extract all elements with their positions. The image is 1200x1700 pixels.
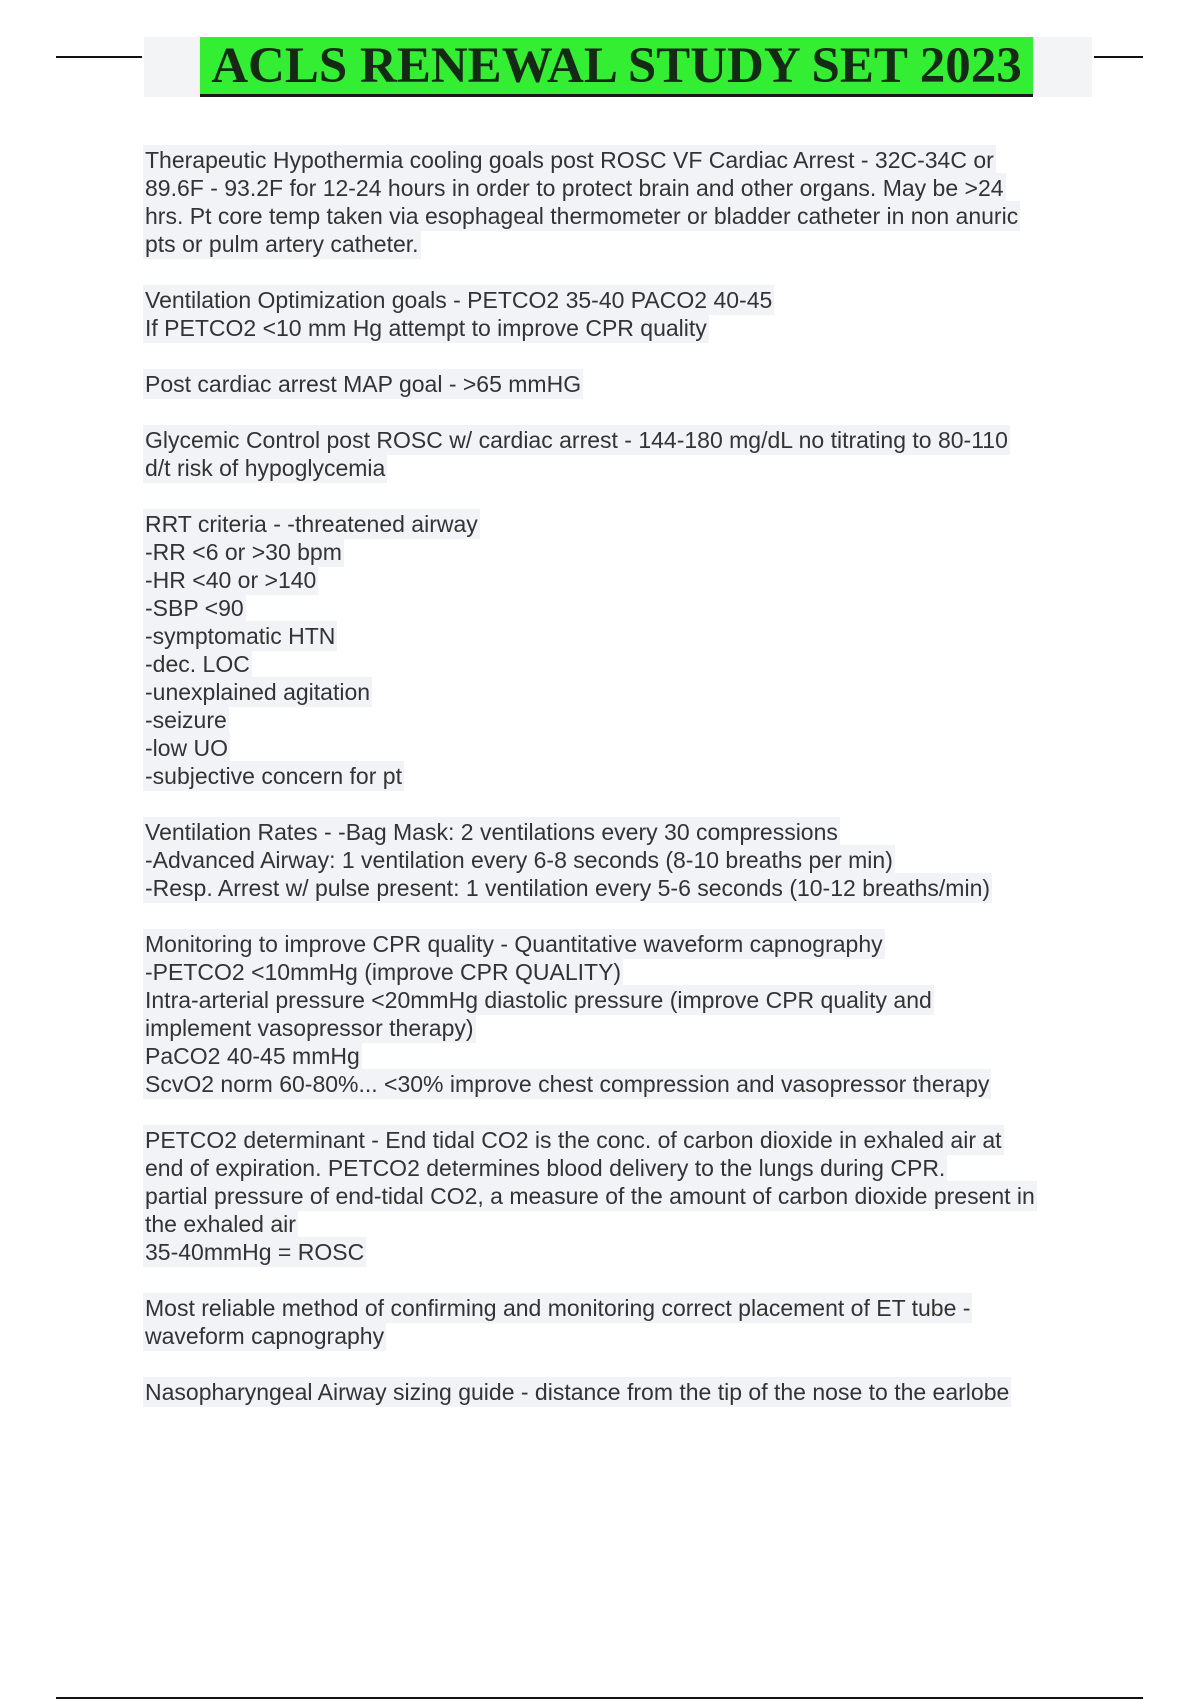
card-text: -HR <40 or >140 [145, 567, 317, 593]
card-text: end of expiration. PETCO2 determines blood delivery to the lungs during CPR. [145, 1155, 946, 1181]
card-text: -low UO [145, 735, 229, 761]
card-text: Nasopharyngeal Airway sizing guide - distance from the tip of the nose to the earlobe [145, 1379, 1010, 1405]
header-rule-left [56, 56, 142, 58]
card-text: Ventilation Rates - -Bag Mask: 2 ventilations every 30 compressions [145, 819, 838, 845]
document-title: ACLS RENEWAL STUDY SET 2023 [211, 38, 1022, 94]
study-card [145, 1126, 1085, 1266]
card-text-line [145, 1182, 1085, 1210]
card-text: -SBP <90 [145, 595, 244, 621]
card-text: d/t risk of hypoglycemia [145, 455, 386, 481]
card-text: partial pressure of end-tidal CO2, a measure of the amount of carbon dioxide present in [145, 1183, 1035, 1209]
card-text-line [145, 650, 1085, 678]
card-text-line [145, 314, 1085, 342]
card-text-line [145, 454, 1085, 482]
card-text: -RR <6 or >30 bpm [145, 539, 342, 565]
study-card [145, 146, 1085, 258]
card-text: Monitoring to improve CPR quality - Quantitative waveform capnography [145, 931, 883, 957]
card-text: ScvO2 norm 60-80%... <30% improve chest compression and vasopressor therapy [145, 1071, 990, 1097]
card-text-line [145, 1378, 1085, 1406]
card-text-line [145, 1042, 1085, 1070]
card-text-line [145, 818, 1085, 846]
card-text: RRT criteria - -threatened airway [145, 511, 478, 537]
card-text-line [145, 1126, 1085, 1154]
card-text: Glycemic Control post ROSC w/ cardiac arrest - 144-180 mg/dL no titrating to 80-110 [145, 427, 1008, 453]
card-text-line [145, 678, 1085, 706]
card-text-line [145, 958, 1085, 986]
card-text: Most reliable method of confirming and monitoring correct placement of ET tube - [145, 1295, 971, 1321]
card-text: Intra-arterial pressure <20mmHg diastolic pressure (improve CPR quality and [145, 987, 932, 1013]
card-text: If PETCO2 <10 mm Hg attempt to improve CPR quality [145, 315, 707, 341]
card-text-line [145, 1210, 1085, 1238]
card-text-line [145, 846, 1085, 874]
card-text-line [145, 370, 1085, 398]
card-text-line [145, 874, 1085, 902]
card-text-line [145, 1322, 1085, 1350]
card-text: PETCO2 determinant - End tidal CO2 is the conc. of carbon dioxide in exhaled air at [145, 1127, 1002, 1153]
card-text: -Advanced Airway: 1 ventilation every 6-8 seconds (8-10 breaths per min) [145, 847, 893, 873]
card-text-line [145, 286, 1085, 314]
card-text-line [145, 706, 1085, 734]
card-text: 89.6F - 93.2F for 12-24 hours in order to protect brain and other organs. May be >24 [145, 175, 1004, 201]
card-text: 35-40mmHg = ROSC [145, 1239, 365, 1265]
footer-rule [56, 1697, 1143, 1699]
study-card [145, 510, 1085, 790]
card-text-line [145, 930, 1085, 958]
study-card [145, 426, 1085, 482]
card-text: -dec. LOC [145, 651, 250, 677]
card-text: pts or pulm artery catheter. [145, 231, 419, 257]
card-text-line [145, 510, 1085, 538]
card-text-line [145, 426, 1085, 454]
card-text-line [145, 1294, 1085, 1322]
card-text-line [145, 566, 1085, 594]
card-text-line [145, 1014, 1085, 1042]
study-card [145, 930, 1085, 1098]
card-text: the exhaled air [145, 1211, 296, 1237]
study-card [145, 1378, 1085, 1406]
card-text-line [145, 146, 1085, 174]
card-text: hrs. Pt core temp taken via esophageal thermometer or bladder catheter in non anuric [145, 203, 1019, 229]
card-text-line [145, 1154, 1085, 1182]
study-card [145, 818, 1085, 902]
card-text: Ventilation Optimization goals - PETCO2 35-40 PACO2 40-45 [145, 287, 773, 313]
study-card [145, 286, 1085, 342]
card-text: PaCO2 40-45 mmHg [145, 1043, 360, 1069]
card-text-line [145, 1238, 1085, 1266]
card-text: -unexplained agitation [145, 679, 371, 705]
card-text-line [145, 230, 1085, 258]
study-card [145, 370, 1085, 398]
card-text-line [145, 762, 1085, 790]
card-text: Therapeutic Hypothermia cooling goals post ROSC VF Cardiac Arrest - 32C-34C or [145, 147, 994, 173]
card-text-line [145, 174, 1085, 202]
card-text-line [145, 1070, 1085, 1098]
card-text: waveform capnography [145, 1323, 385, 1349]
card-text-line [145, 986, 1085, 1014]
study-card [145, 1294, 1085, 1350]
card-text: -Resp. Arrest w/ pulse present: 1 ventilation every 5-6 seconds (10-12 breaths/min) [145, 875, 991, 901]
card-text-line [145, 734, 1085, 762]
card-text-line [145, 202, 1085, 230]
title-highlight [200, 37, 1033, 97]
card-text: -subjective concern for pt [145, 763, 402, 789]
header-rule-right [1094, 56, 1143, 58]
card-text: -PETCO2 <10mmHg (improve CPR QUALITY) [145, 959, 622, 985]
card-text: -symptomatic HTN [145, 623, 336, 649]
card-text: -seizure [145, 707, 227, 733]
card-text: implement vasopressor therapy) [145, 1015, 474, 1041]
card-text: Post cardiac arrest MAP goal - >65 mmHG [145, 371, 582, 397]
card-text-line [145, 594, 1085, 622]
flashcard-list [145, 146, 1085, 1434]
card-text-line [145, 538, 1085, 566]
card-text-line [145, 622, 1085, 650]
